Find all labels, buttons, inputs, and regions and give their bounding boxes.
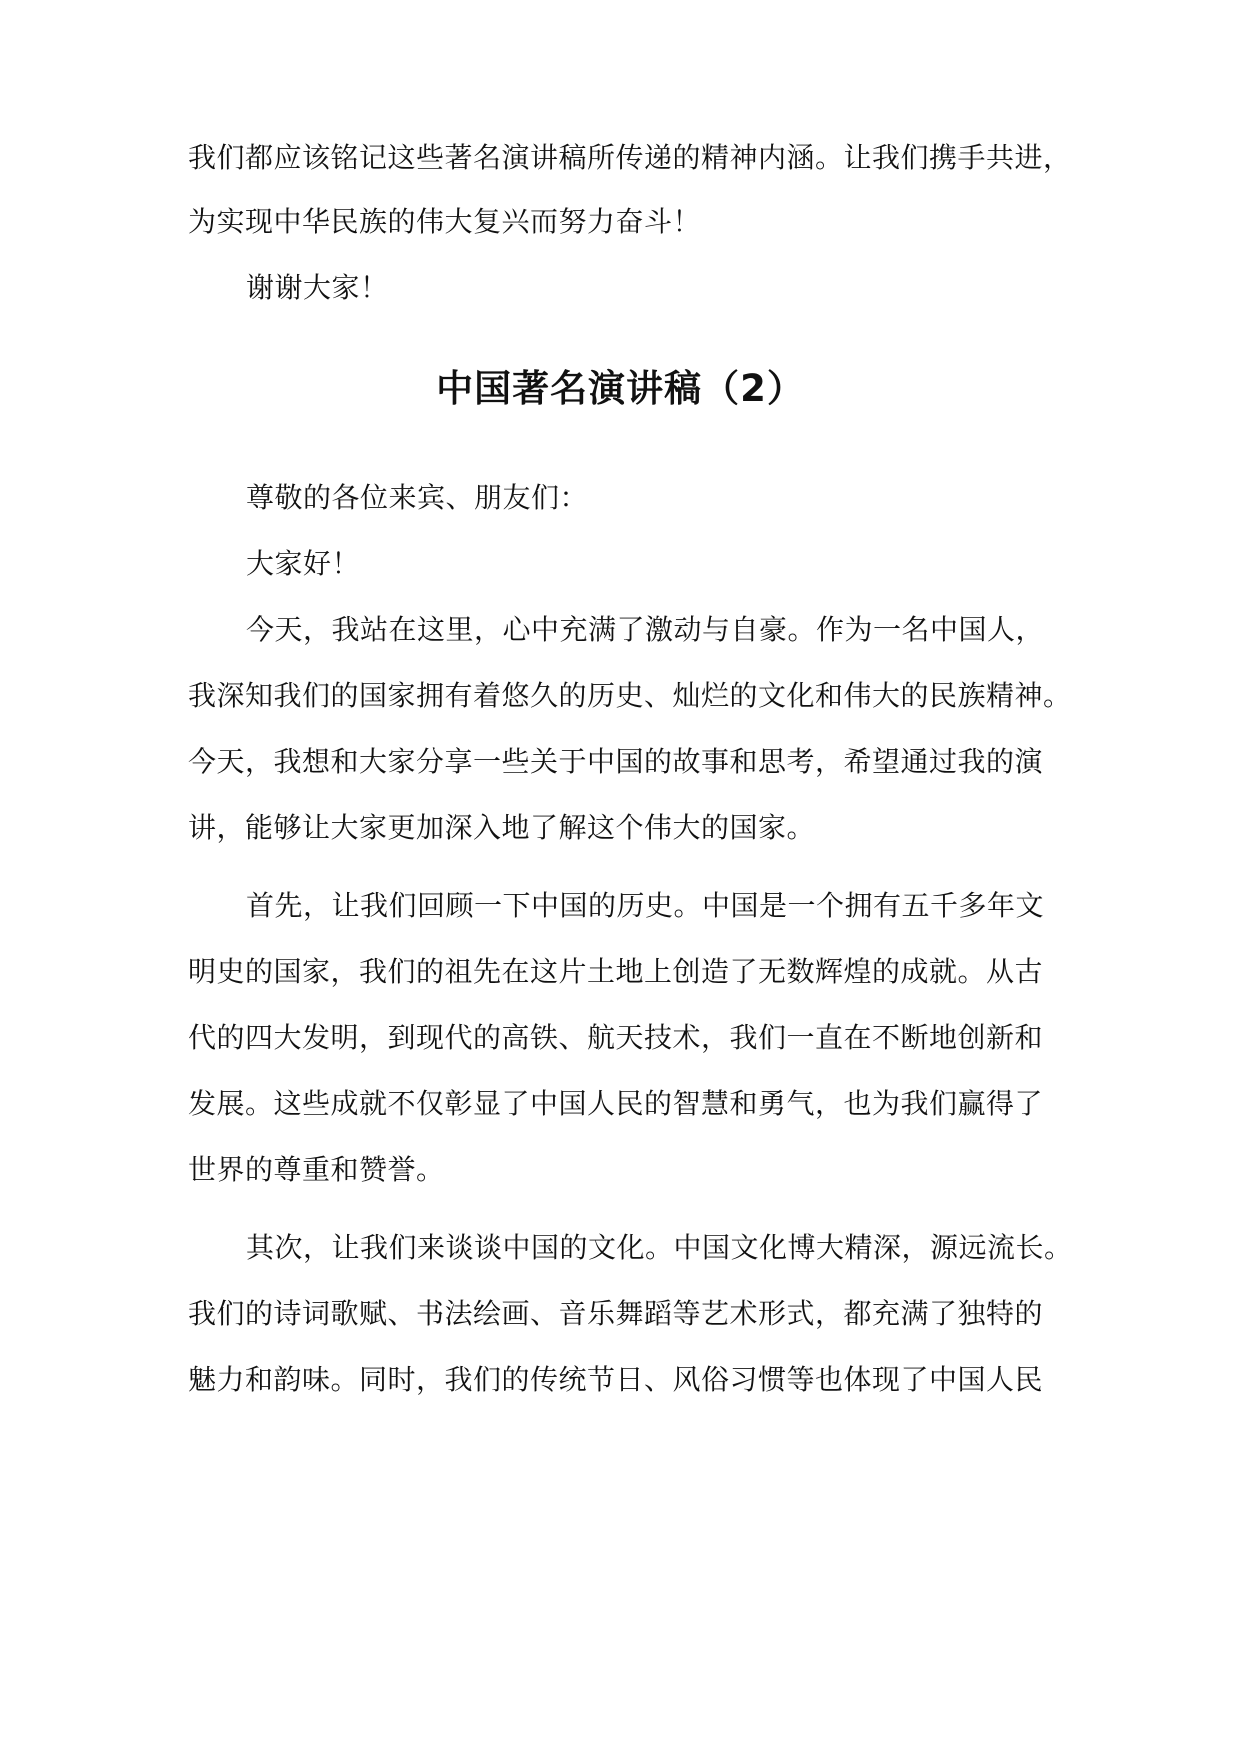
body-text-line: 魅力和韵味。同时，我们的传统节日、风俗习惯等也体现了中国人民	[188, 1363, 1044, 1396]
closing-text: 谢谢大家！	[246, 271, 389, 304]
body-text-line: 其次，让我们来谈谈中国的文化。中国文化博大精深，源远流长。	[246, 1231, 1073, 1264]
body-text-line: 我们的诗词歌赋、书法绘画、音乐舞蹈等艺术形式，都充满了独特的	[188, 1297, 1044, 1330]
body-text-line: 今天，我站在这里，心中充满了激动与自豪。作为一名中国人，	[246, 613, 1045, 646]
body-text-line: 我们都应该铭记这些著名演讲稿所传递的精神内涵。让我们携手共进，	[188, 141, 1072, 174]
body-text-line: 为实现中华民族的伟大复兴而努力奋斗！	[188, 205, 702, 238]
section-title: 中国著名演讲稿（2）	[436, 367, 805, 410]
body-text-line: 代的四大发明，到现代的高铁、航天技术，我们一直在不断地创新和	[188, 1021, 1044, 1054]
body-text-line: 首先，让我们回顾一下中国的历史。中国是一个拥有五千多年文	[246, 889, 1045, 922]
salutation-text: 尊敬的各位来宾、朋友们：	[246, 481, 589, 514]
body-text-line: 发展。这些成就不仅彰显了中国人民的智慧和勇气，也为我们赢得了	[188, 1087, 1044, 1120]
body-text-line: 今天，我想和大家分享一些关于中国的故事和思考，希望通过我的演	[188, 745, 1044, 778]
body-text-line: 讲，能够让大家更加深入地了解这个伟大的国家。	[188, 811, 816, 844]
body-text-line: 世界的尊重和赞誉。	[188, 1153, 445, 1186]
greeting-text: 大家好！	[246, 547, 361, 580]
body-text-line: 明史的国家，我们的祖先在这片土地上创造了无数辉煌的成就。从古	[188, 955, 1044, 988]
body-text-line: 我深知我们的国家拥有着悠久的历史、灿烂的文化和伟大的民族精神。	[188, 679, 1072, 712]
